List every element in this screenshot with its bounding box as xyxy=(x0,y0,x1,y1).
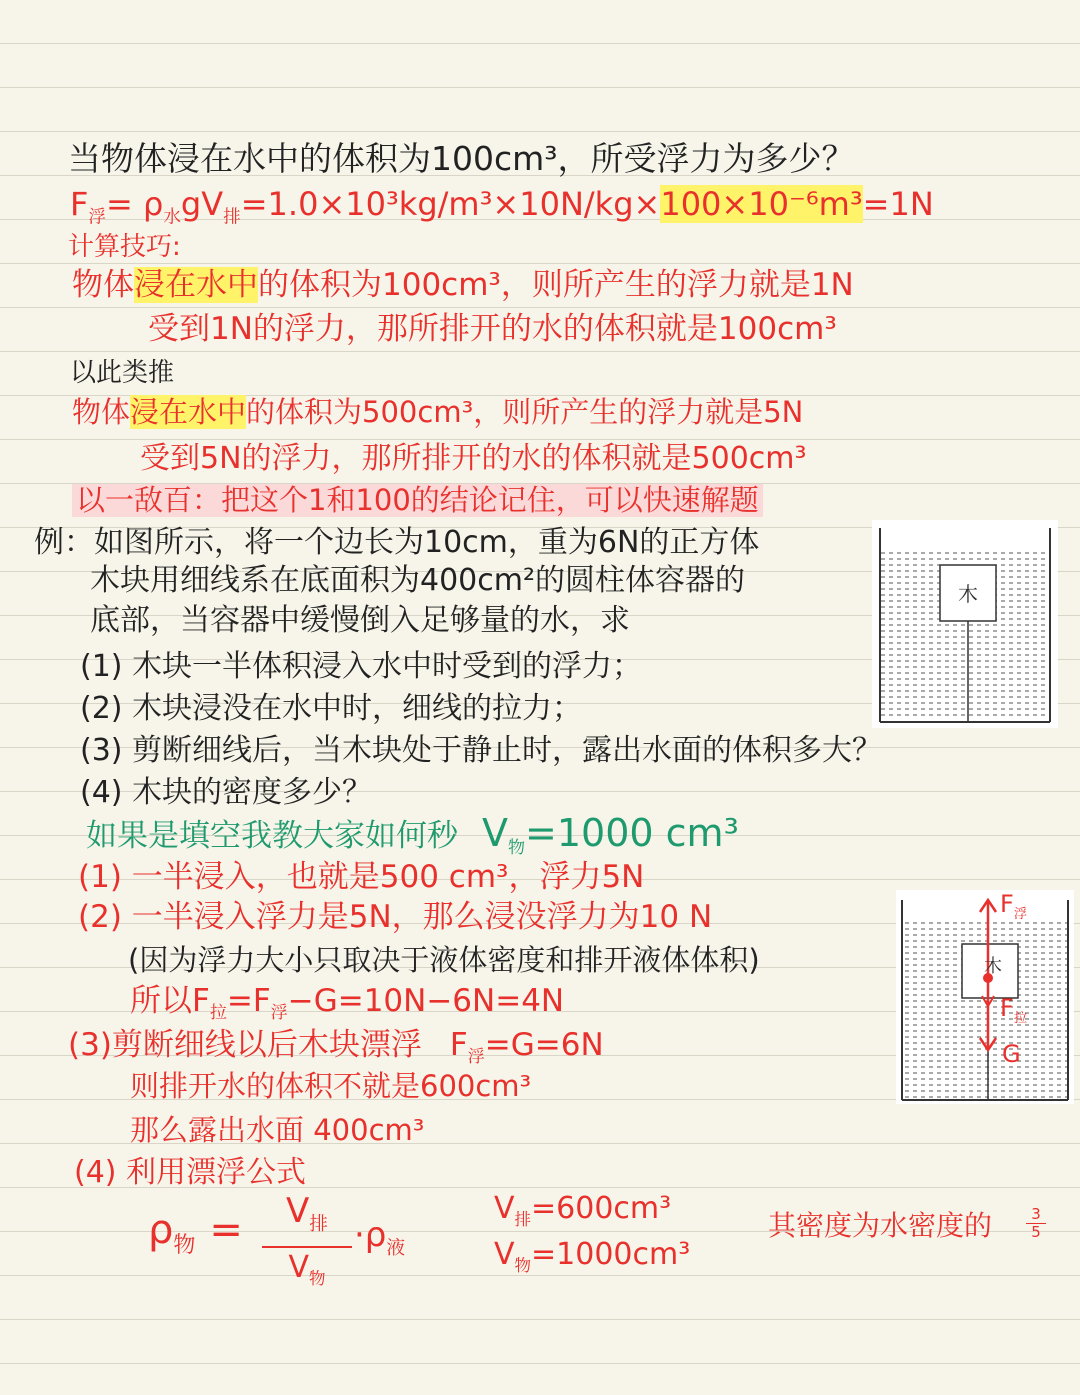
answer-4: (4) 利用漂浮公式 xyxy=(74,1155,307,1190)
buoyancy-f: F xyxy=(1000,890,1014,918)
numerator-v: V xyxy=(286,1191,310,1231)
density-fraction xyxy=(262,1192,352,1297)
container-diagram-1 xyxy=(872,520,1058,728)
question-line: 当物体浸在水中的体积为100cm³，所受浮力为多少？ xyxy=(68,139,855,178)
times-rho: ·ρ xyxy=(354,1215,387,1255)
answer-3-force: F xyxy=(449,1027,468,1063)
container-diagram-2 xyxy=(896,890,1074,1104)
force-subscript: 浮 xyxy=(88,207,107,228)
v-wu-symbol: V xyxy=(494,1237,515,1272)
v-symbol: V xyxy=(201,185,224,223)
v-wu-sub: 物 xyxy=(514,1256,532,1275)
answer-3-line-2: 则排开水的体积不就是600cm³ xyxy=(130,1069,532,1103)
volume-value: =1000 cm³ xyxy=(525,811,739,855)
fraction-denominator xyxy=(262,1250,352,1297)
tension-force-label xyxy=(1000,996,1027,1025)
tip1-pre: 物体 xyxy=(72,267,134,303)
density-equals: = xyxy=(209,1207,243,1253)
conclusion-text: 其密度为水密度的 xyxy=(768,1209,993,1242)
conclusion-denominator: 5 xyxy=(1031,1223,1041,1241)
density-rho xyxy=(148,1207,243,1258)
calc-buoy-subscript: 浮 xyxy=(270,1003,288,1024)
calc-post: −G=10N−6N=4N xyxy=(287,983,565,1019)
volume-symbol: V xyxy=(482,811,508,855)
density-times-liquid xyxy=(354,1215,406,1259)
conclusion-fraction xyxy=(1026,1206,1046,1241)
example-line-1: 例：如图所示，将一个边长为10cm，重为6N的正方体 xyxy=(34,525,760,560)
tip1-post: 的体积为100cm³，则所产生的浮力就是1N xyxy=(258,267,854,303)
numerator-sub: 排 xyxy=(309,1213,328,1235)
answer-3 xyxy=(68,1027,604,1068)
question-2: (2) 木块浸没在水中时，细线的拉力； xyxy=(80,691,583,726)
density-rho-symbol: ρ xyxy=(148,1207,174,1253)
formula-highlight: 100×10⁻⁶m³ xyxy=(660,185,863,223)
tension-sub: 拉 xyxy=(1013,1010,1027,1026)
v-pai-sub: 排 xyxy=(514,1210,532,1229)
buoyancy-formula xyxy=(70,185,934,228)
formula-result: =1N xyxy=(862,185,934,223)
container-diagram-2-svg xyxy=(896,890,1074,1104)
question-3: (3) 剪断细线后，当木块处于静止时，露出水面的体积多大？ xyxy=(80,733,883,768)
answer-2-calc xyxy=(130,983,565,1024)
answer-3-text: (3)剪断细线以后木块漂浮 xyxy=(68,1027,422,1063)
tip-line-3 xyxy=(72,395,804,429)
question-1: (1) 木块一半体积浸入水中时受到的浮力； xyxy=(80,649,643,684)
force-symbol: F xyxy=(70,185,89,223)
summary-line: 以一敌百：把这个1和100的结论记住，可以快速解题 xyxy=(72,484,763,517)
example-line-2: 木块用细线系在底面积为400cm²的圆柱体容器的 xyxy=(90,563,746,598)
tip3-highlight: 浸在水中 xyxy=(130,395,247,429)
answer-intro xyxy=(86,811,739,859)
v-pai-symbol: V xyxy=(494,1191,515,1226)
block-label-2: 木 xyxy=(984,956,1002,977)
block-label-1: 木 xyxy=(958,582,978,606)
answer-1: (1) 一半浸入，也就是500 cm³，浮力5N xyxy=(78,859,645,895)
v-subscript: 排 xyxy=(223,207,241,228)
answer-3-line-3: 那么露出水面 400cm³ xyxy=(130,1113,425,1147)
v-displaced-value xyxy=(494,1191,672,1229)
v-pai-value: =600cm³ xyxy=(531,1191,672,1226)
fraction-bar xyxy=(262,1246,352,1248)
calc-pull-subscript: 拉 xyxy=(209,1003,227,1024)
question-4: (4) 木块的密度多少？ xyxy=(80,775,373,810)
calc-mid: =F xyxy=(226,983,271,1019)
conclusion-numerator: 3 xyxy=(1031,1205,1041,1223)
tips-title: 计算技巧: xyxy=(68,232,181,262)
answer-3-result: =G=6N xyxy=(484,1027,604,1063)
answer-3-force-sub: 浮 xyxy=(467,1047,485,1068)
fraction-numerator xyxy=(262,1192,352,1244)
calc-pre: 所以F xyxy=(130,983,210,1019)
gravity-label: G xyxy=(1002,1040,1021,1068)
tip-line-1 xyxy=(72,267,854,303)
container-diagram-1-svg xyxy=(872,520,1058,728)
denominator-v: V xyxy=(288,1249,310,1285)
rho-symbol: = ρ xyxy=(106,185,164,223)
buoyancy-force-label xyxy=(1000,892,1027,921)
tip-line-4: 受到5N的浮力，那所排开的水的体积就是500cm³ xyxy=(140,441,807,476)
tension-f: F xyxy=(1000,994,1014,1022)
v-wu-value: =1000cm³ xyxy=(531,1237,691,1272)
formula-middle: =1.0×10³kg/m³×10N/kg× xyxy=(240,185,661,223)
g-symbol: g xyxy=(180,185,202,223)
answer-2-note: (因为浮力大小只取决于液体密度和排开液体体积) xyxy=(128,943,760,977)
tip-line-2: 受到1N的浮力，那所排开的水的体积就是100cm³ xyxy=(148,311,837,347)
tip3-post: 的体积为500cm³，则所产生的浮力就是5N xyxy=(246,395,804,429)
buoyancy-sub: 浮 xyxy=(1013,906,1027,922)
density-rho-sub: 物 xyxy=(173,1233,196,1258)
rho-subscript: 水 xyxy=(163,207,181,228)
v-object-value xyxy=(494,1237,691,1275)
volume-subscript: 物 xyxy=(508,838,526,859)
answer-2: (2) 一半浸入浮力是5N，那么浸没浮力为10 N xyxy=(78,899,713,935)
tip1-highlight: 浸在水中 xyxy=(134,267,258,303)
denominator-sub: 物 xyxy=(309,1268,326,1288)
example-line-3: 底部，当容器中缓慢倒入足够量的水，求 xyxy=(90,603,630,638)
tip3-pre: 物体 xyxy=(72,395,131,429)
times-rho-sub: 液 xyxy=(386,1237,406,1259)
answer-intro-text: 如果是填空我教大家如何秒 xyxy=(86,818,458,854)
analogy-label: 以此类推 xyxy=(70,358,175,388)
